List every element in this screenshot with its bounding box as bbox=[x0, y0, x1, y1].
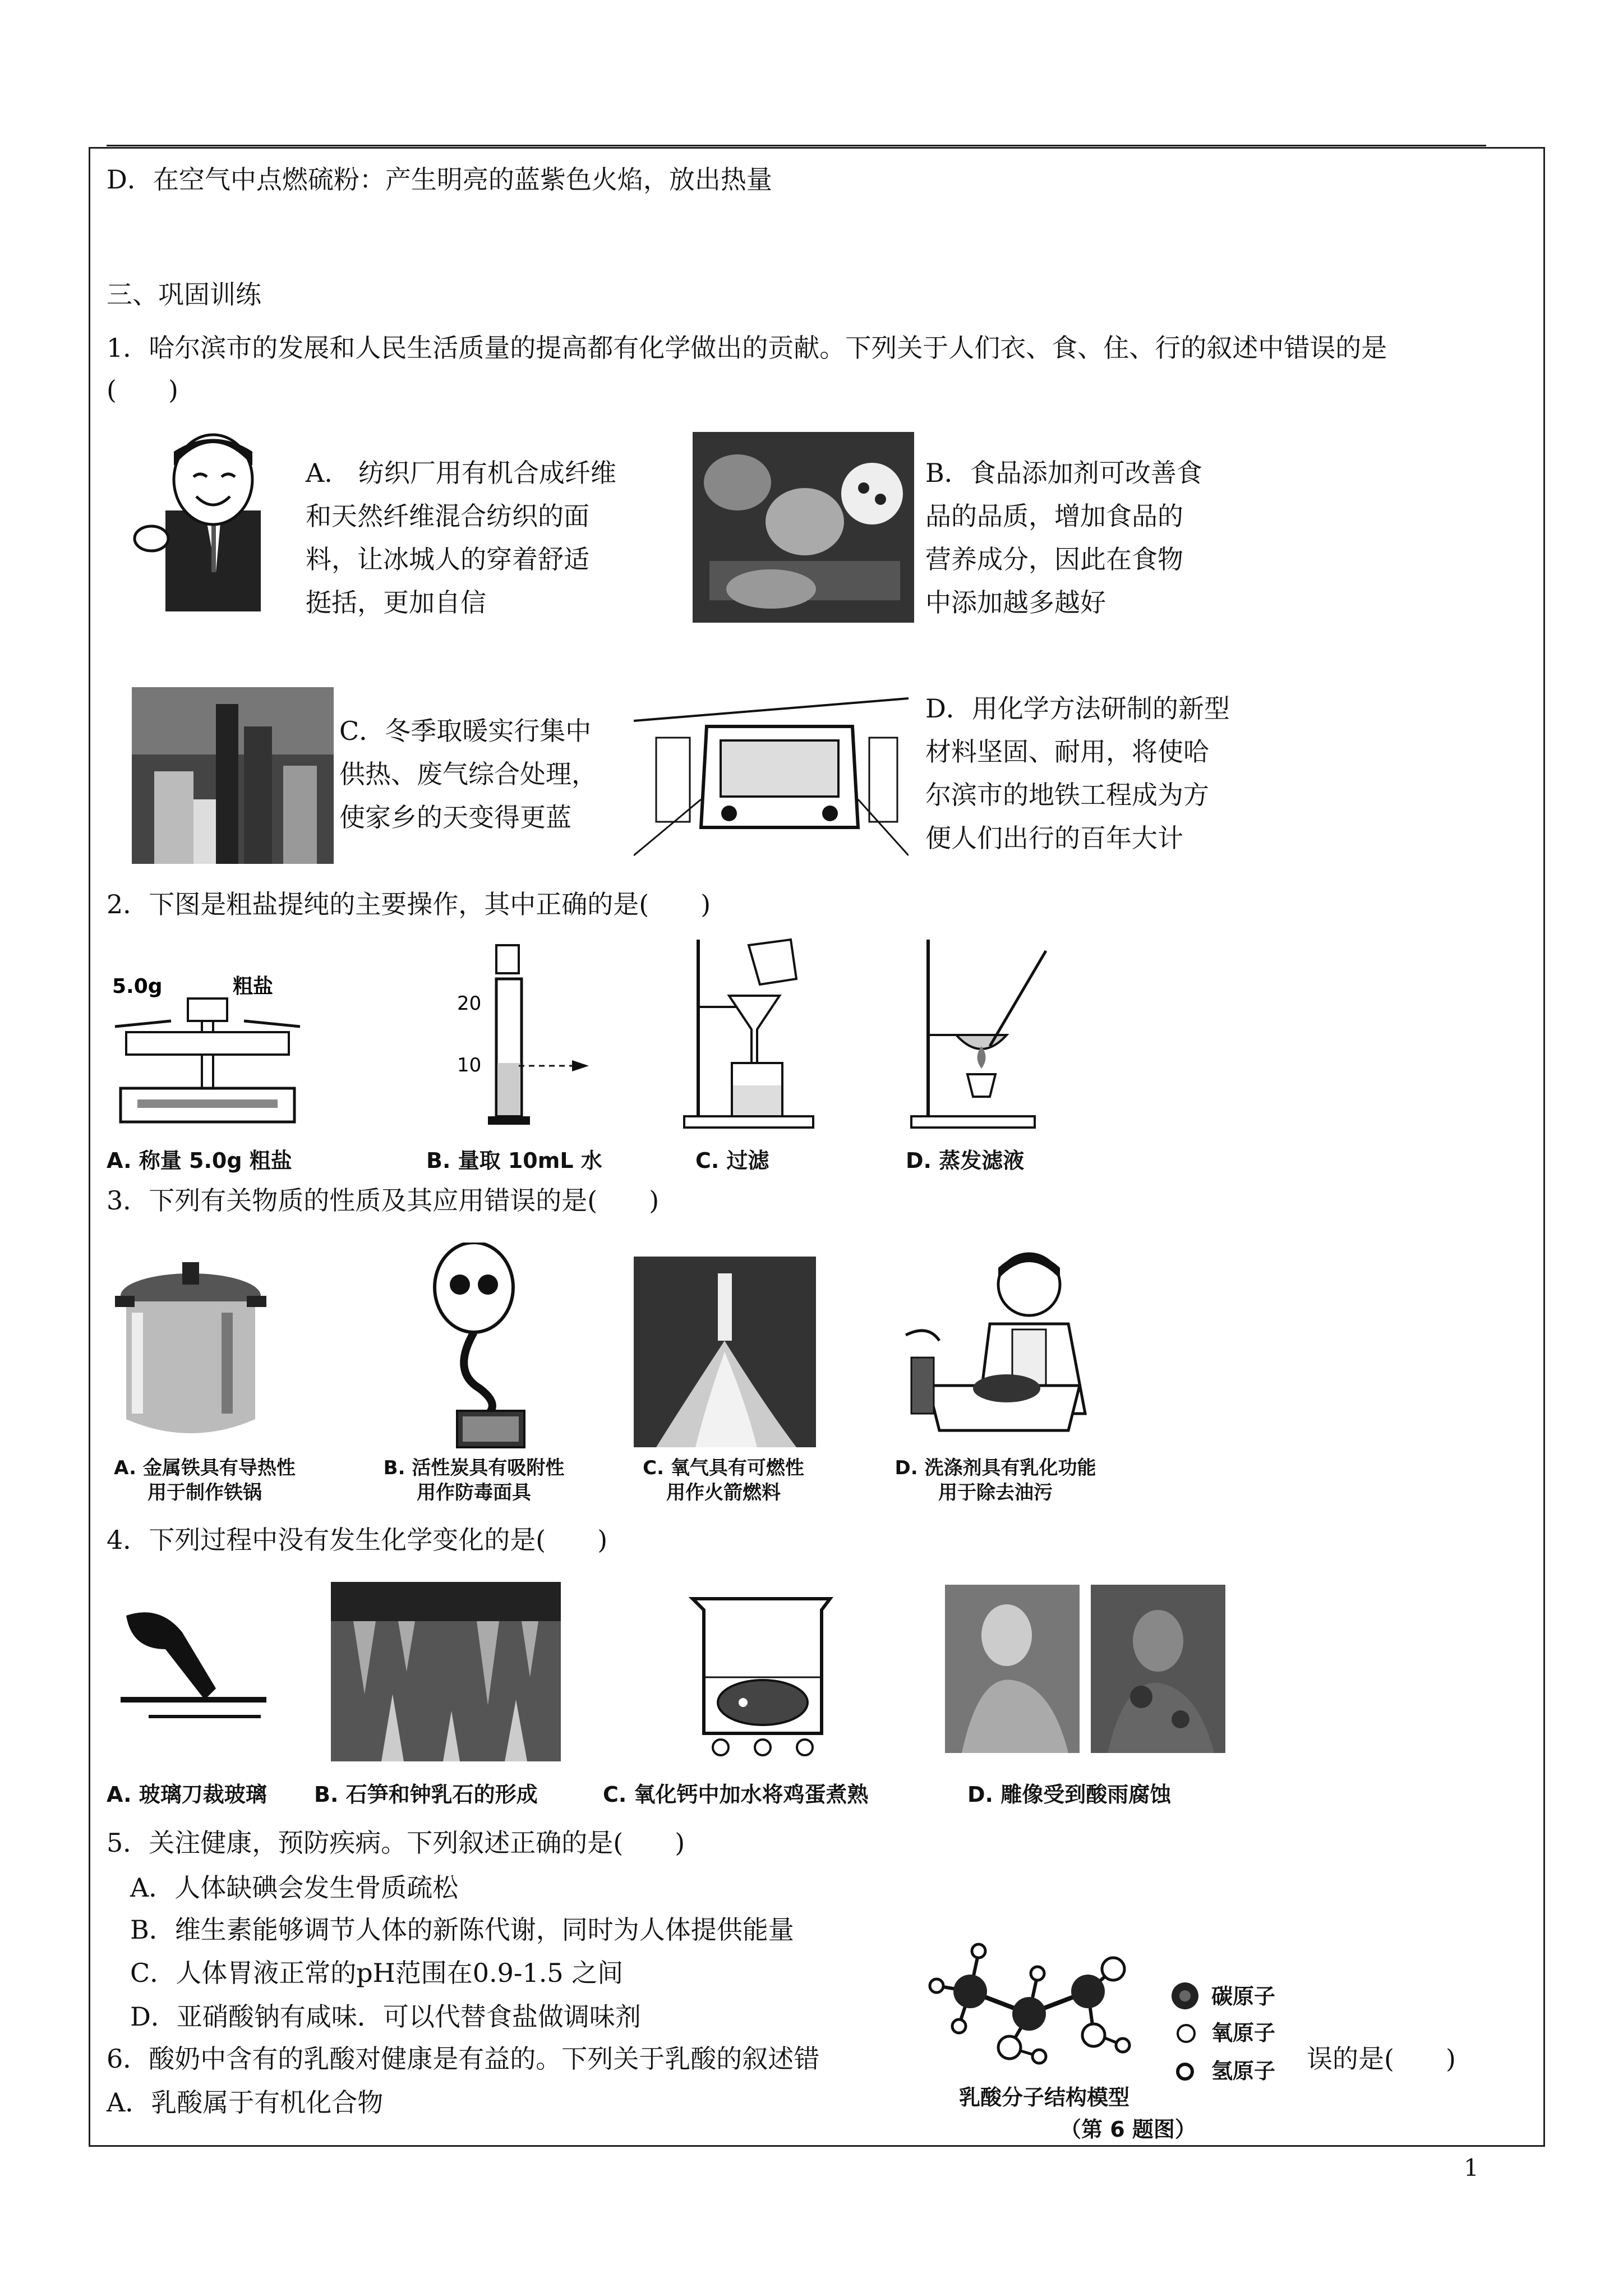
prev-option-d: D．在空气中点燃硫粉：产生明亮的蓝紫色火焰，放出热量 bbox=[107, 164, 772, 195]
q3-caption-c-line1: C. 氧气具有可燃性 bbox=[643, 1457, 804, 1479]
q2-caption-c: C. 过滤 bbox=[695, 1148, 769, 1173]
q3-caption-b-line2: 用作防毒面具 bbox=[417, 1481, 531, 1504]
q1-option-d bbox=[925, 687, 1230, 860]
q1-image-a-cartoon-man bbox=[132, 426, 294, 611]
q2-balance-weight-label: 5.0g bbox=[112, 975, 163, 998]
q2-cylinder-figure bbox=[457, 934, 597, 1130]
q3-image-a-iron-pot bbox=[115, 1262, 266, 1453]
q1-image-c-city-skyline bbox=[132, 687, 334, 864]
q6-figure-caption: （第 6 题图） bbox=[1060, 2117, 1196, 2142]
q3-caption-d-line1: D. 洗涤剂具有乳化功能 bbox=[895, 1457, 1096, 1479]
q6-stem-left: 6．酸奶中含有的乳酸对健康是有益的。下列关于乳酸的叙述错 bbox=[107, 2044, 820, 2074]
q4-caption-b: B. 石笋和钟乳石的形成 bbox=[314, 1782, 538, 1807]
q6-stem-right: 误的是( ) bbox=[1307, 2044, 1456, 2074]
q2-caption-a: A. 称量 5.0g 粗盐 bbox=[107, 1148, 292, 1173]
q4-image-c-beaker-egg bbox=[681, 1593, 844, 1761]
q3-image-d-dish-washing bbox=[895, 1245, 1108, 1447]
q4-caption-a: A. 玻璃刀裁玻璃 bbox=[107, 1782, 267, 1807]
q6-legend-oxygen-swatch bbox=[1175, 2022, 1197, 2045]
q2-caption-b: B. 量取 10mL 水 bbox=[426, 1148, 602, 1173]
q3-caption-a-line2: 用于制作铁锅 bbox=[147, 1481, 262, 1504]
q2-caption-d: D. 蒸发滤液 bbox=[906, 1148, 1025, 1173]
q3-caption-c-line2: 用作火箭燃料 bbox=[666, 1481, 781, 1504]
q1-option-c bbox=[339, 710, 597, 839]
q2-cylinder-tick-10: 10 bbox=[457, 1054, 482, 1076]
q1-option-b-line: 中添加越多越好 bbox=[925, 587, 1106, 618]
q1-option-d-line: D．用化学方法研制的新型 bbox=[925, 693, 1230, 724]
q4-caption-c: C. 氧化钙中加水将鸡蛋煮熟 bbox=[603, 1782, 869, 1807]
q1-option-d-line: 便人们出行的百年大计 bbox=[925, 823, 1183, 853]
q5-stem: 5．关注健康，预防疾病。下列叙述正确的是( ) bbox=[107, 1828, 685, 1858]
q1-option-b-line: B．食品添加剂可改善食 bbox=[925, 458, 1202, 488]
q3-stem: 3．下列有关物质的性质及其应用错误的是( ) bbox=[107, 1185, 660, 1216]
q5-option-c: C．人体胃液正常的pH范围在0.9-1.5 之间 bbox=[130, 1958, 624, 1988]
page-number: 1 bbox=[1464, 2154, 1479, 2182]
q3-caption-a bbox=[104, 1456, 306, 1505]
q5-option-a: A．人体缺碘会发生骨质疏松 bbox=[130, 1872, 459, 1903]
q1-stem-line1: 1．哈尔滨市的发展和人民生活质量的提高都有化学做出的贡献。下列关于人们衣、食、住、行的叙述中错误的是 bbox=[107, 333, 1387, 363]
q3-caption-d bbox=[872, 1456, 1119, 1505]
q1-option-c-line: C．冬季取暖实行集中 bbox=[339, 716, 592, 746]
q6-legend-hydrogen: 氢原子 bbox=[1211, 2059, 1276, 2083]
q6-legend-carbon-swatch bbox=[1169, 1980, 1201, 2012]
q2-balance-figure bbox=[104, 968, 311, 1136]
q5-option-d: D．亚硝酸钠有咸味．可以代替食盐做调味剂 bbox=[130, 2001, 641, 2032]
q2-evaporation-figure bbox=[906, 934, 1057, 1136]
q2-stem: 2．下图是粗盐提纯的主要操作，其中正确的是( ) bbox=[107, 889, 711, 919]
q2-filtration-figure bbox=[681, 934, 816, 1136]
q4-image-b-stalactites-cave bbox=[331, 1582, 561, 1761]
q6-lactic-acid-model bbox=[925, 1930, 1172, 2073]
q3-caption-b bbox=[359, 1456, 589, 1505]
q1-image-b-food-photo bbox=[693, 432, 914, 623]
top-rule bbox=[107, 145, 1486, 146]
q3-image-b-gas-mask bbox=[418, 1243, 530, 1450]
q1-option-b-line: 营养成分，因此在食物 bbox=[925, 544, 1183, 574]
q6-legend-carbon: 碳原子 bbox=[1211, 1984, 1276, 2009]
q1-option-d-line: 材料坚固、耐用，将使哈 bbox=[925, 737, 1209, 767]
q3-caption-c bbox=[617, 1456, 830, 1505]
section-title: 三、巩固训练 bbox=[107, 279, 261, 310]
q4-image-d-statue-corroded bbox=[945, 1585, 1225, 1753]
q1-option-a-line: 和天然纤维混合纺织的面 bbox=[306, 501, 589, 531]
q1-option-a-line: A. 纺织厂用有机合成纤维 bbox=[306, 458, 616, 488]
q4-image-a-glass-cutter bbox=[115, 1604, 272, 1728]
q1-option-a-line: 料，让冰城人的穿着舒适 bbox=[306, 544, 589, 574]
q3-image-c-rocket-launch bbox=[634, 1257, 816, 1447]
q3-caption-d-line2: 用于除去油污 bbox=[938, 1481, 1053, 1504]
q3-caption-a-line1: A. 金属铁具有导热性 bbox=[114, 1457, 296, 1479]
q6-legend-hydrogen-swatch bbox=[1175, 2062, 1195, 2082]
q1-option-c-line: 供热、废气综合处理， bbox=[339, 759, 597, 789]
q3-caption-b-line1: B. 活性炭具有吸附性 bbox=[383, 1457, 565, 1479]
q1-image-d-subway-train bbox=[634, 687, 909, 867]
q2-cylinder-tick-20: 20 bbox=[457, 992, 482, 1015]
q1-option-b-line: 品的品质，增加食品的 bbox=[925, 501, 1183, 531]
q4-caption-d: D. 雕像受到酸雨腐蚀 bbox=[967, 1782, 1172, 1807]
q2-balance-salt-label: 粗盐 bbox=[233, 975, 274, 998]
q1-option-a-line: 挺括，更加自信 bbox=[306, 587, 486, 618]
q1-option-b bbox=[925, 452, 1202, 624]
q4-stem: 4．下列过程中没有发生化学变化的是( ) bbox=[107, 1525, 608, 1555]
q1-option-c-line: 使家乡的天变得更蓝 bbox=[339, 802, 571, 832]
q5-option-b: B．维生素能够调节人体的新陈代谢，同时为人体提供能量 bbox=[130, 1915, 794, 1945]
q1-option-a bbox=[306, 452, 616, 624]
q1-option-d-line: 尔滨市的地铁工程成为方 bbox=[925, 780, 1209, 810]
q1-stem-line2: ( ) bbox=[107, 375, 178, 405]
q6-model-caption: 乳酸分子结构模型 bbox=[959, 2085, 1130, 2110]
q6-option-a: A．乳酸属于有机化合物 bbox=[107, 2087, 384, 2118]
q6-legend-oxygen: 氧原子 bbox=[1211, 2021, 1276, 2045]
